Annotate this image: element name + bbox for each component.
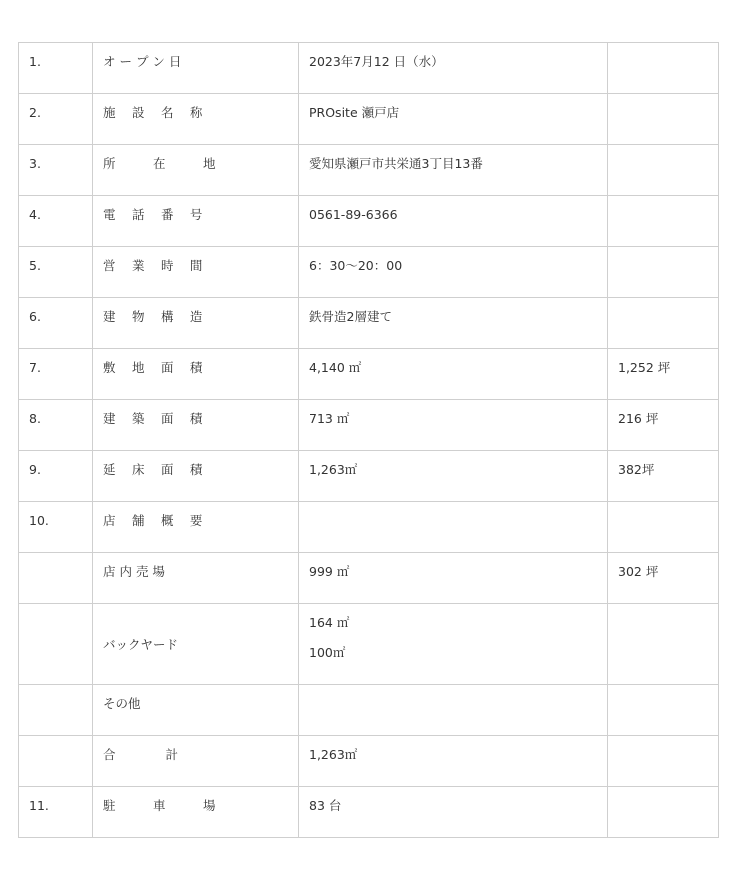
table-row: [19, 400, 719, 451]
facility-overview-table: [18, 42, 719, 838]
row-tsubo: [608, 736, 719, 787]
row-value: PROsite 瀬戸店: [299, 94, 608, 145]
table-row: [19, 247, 719, 298]
table-row: [19, 502, 719, 553]
row-tsubo: [608, 604, 719, 685]
row-label: 延 床 面 積: [93, 451, 299, 502]
row-value: 1,263㎡: [299, 451, 608, 502]
row-number: [19, 553, 93, 604]
row-number: [19, 685, 93, 736]
row-tsubo: [608, 145, 719, 196]
row-value: 6：30〜20：00: [299, 247, 608, 298]
row-tsubo: [608, 298, 719, 349]
row-label: 建 築 面 積: [93, 400, 299, 451]
row-value: 83 台: [299, 787, 608, 838]
row-value: 2023年7月12 日（水）: [299, 43, 608, 94]
table-row: [19, 298, 719, 349]
row-tsubo: [608, 247, 719, 298]
row-label: 施 設 名 称: [93, 94, 299, 145]
row-tsubo: [608, 685, 719, 736]
table-row: [19, 604, 719, 685]
row-number: [19, 736, 93, 787]
row-number: 4.: [19, 196, 93, 247]
row-tsubo: 382坪: [608, 451, 719, 502]
row-number: 7.: [19, 349, 93, 400]
row-tsubo: [608, 502, 719, 553]
row-value: 鉄骨造2層建て: [299, 298, 608, 349]
row-label: バックヤード: [93, 604, 299, 685]
row-tsubo: [608, 787, 719, 838]
row-label: その他: [93, 685, 299, 736]
row-label: 駐 車 場: [93, 787, 299, 838]
row-label: 店 内 売 場: [93, 553, 299, 604]
row-tsubo: 302 坪: [608, 553, 719, 604]
row-tsubo: [608, 94, 719, 145]
row-label: 店 舗 概 要: [93, 502, 299, 553]
row-number: 2.: [19, 94, 93, 145]
row-tsubo: [608, 196, 719, 247]
row-number: 11.: [19, 787, 93, 838]
row-value: 0561-89-6366: [299, 196, 608, 247]
row-value-line-2: 100㎡: [309, 645, 346, 660]
row-label: 合 計: [93, 736, 299, 787]
row-value: [299, 604, 608, 685]
row-label: 所 在 地: [93, 145, 299, 196]
table-row: [19, 685, 719, 736]
row-tsubo: 1,252 坪: [608, 349, 719, 400]
row-label: 電 話 番 号: [93, 196, 299, 247]
row-number: 3.: [19, 145, 93, 196]
table-row: [19, 736, 719, 787]
table-row: [19, 145, 719, 196]
row-value: 1,263㎡: [299, 736, 608, 787]
table-row: [19, 787, 719, 838]
row-label: 建 物 構 造: [93, 298, 299, 349]
table-row: [19, 349, 719, 400]
table-row: [19, 553, 719, 604]
row-number: 5.: [19, 247, 93, 298]
row-label: オ ー プ ン 日: [93, 43, 299, 94]
row-number: [19, 604, 93, 685]
row-tsubo: 216 坪: [608, 400, 719, 451]
row-value: [299, 685, 608, 736]
table-row: [19, 196, 719, 247]
row-number: 8.: [19, 400, 93, 451]
table-row: [19, 43, 719, 94]
row-value: 713 ㎡: [299, 400, 608, 451]
row-value: [299, 502, 608, 553]
row-label: 敷 地 面 積: [93, 349, 299, 400]
row-value-line-1: 164 ㎡: [309, 615, 350, 630]
row-value: 999 ㎡: [299, 553, 608, 604]
row-number: 10.: [19, 502, 93, 553]
row-value: 愛知県瀬戸市共栄通3丁目13番: [299, 145, 608, 196]
row-number: 6.: [19, 298, 93, 349]
row-tsubo: [608, 43, 719, 94]
row-number: 9.: [19, 451, 93, 502]
row-value: 4,140 ㎡: [299, 349, 608, 400]
row-number: 1.: [19, 43, 93, 94]
table-row: [19, 451, 719, 502]
row-label: 営 業 時 間: [93, 247, 299, 298]
table-row: [19, 94, 719, 145]
